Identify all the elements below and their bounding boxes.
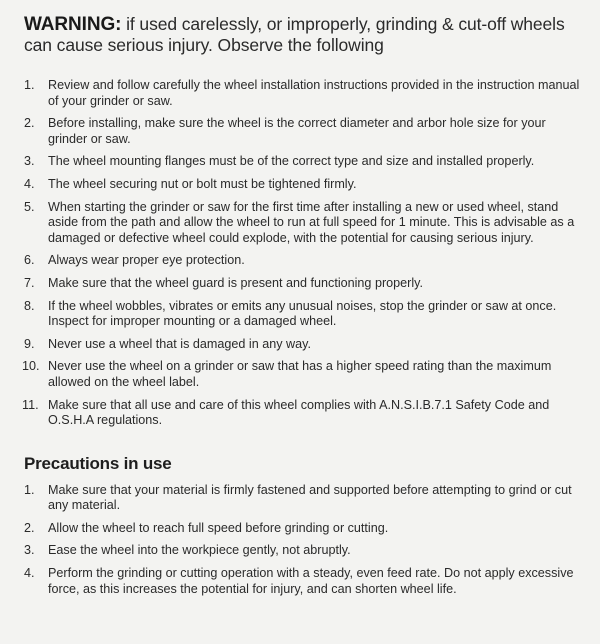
item-number: 2.: [24, 116, 35, 131]
item-text: Make sure that the wheel guard is present and functioning properly.: [48, 275, 424, 290]
list-item: [24, 78, 580, 109]
list-item: [24, 177, 580, 193]
item-number: 7.: [24, 275, 35, 290]
list-item: [24, 337, 580, 353]
item-number: 1.: [24, 78, 35, 92]
item-text: Perform the grinding or cutting operation with a steady, even feed rate. Do not apply excessive force, as this increases the potential for injury, and can shorten wheel life.: [48, 566, 574, 596]
item-text: The wheel securing nut or bolt must be tightened firmly.: [48, 176, 357, 191]
item-number: 9.: [24, 336, 35, 351]
item-number: 2.: [24, 520, 35, 535]
item-number: 5.: [24, 199, 35, 214]
item-number: 3.: [24, 154, 35, 169]
item-number: 4.: [24, 566, 35, 581]
item-number: 1.: [24, 482, 35, 497]
instruction-list: [24, 78, 580, 429]
item-text: When starting the grinder or saw for the first time after installing a new or used wheel, stand aside from the path and allow the wheel to run at full speed for 1 minute. This is advisable as a damaged or defective wheel could explode, with the potential for causing serious injury.: [48, 199, 575, 245]
warning-text: if used carelessly, or improperly, grinding & cut-off wheels can cause serious injury. Observe the following: [24, 14, 565, 55]
list-item: [24, 116, 580, 147]
list-item: [24, 521, 580, 537]
list-item: [24, 276, 580, 292]
precautions-title: Precautions in use: [24, 453, 172, 473]
list-item: [24, 483, 580, 514]
item-number: 6.: [24, 253, 35, 268]
precautions-list: [24, 483, 580, 598]
item-number: 11.: [22, 397, 39, 412]
item-text: Never use a wheel that is damaged in any way.: [48, 336, 311, 351]
list-item: [24, 359, 580, 390]
item-text: If the wheel wobbles, vibrates or emits any unusual noises, stop the grinder or saw at once. Inspect for improper mounting or a damaged wheel.: [48, 298, 557, 329]
list-item: [24, 566, 580, 597]
item-text: Before installing, make sure the wheel is the correct diameter and arbor hole size for your grinder or saw.: [48, 116, 546, 146]
item-number: 10.: [22, 359, 40, 374]
item-text: Make sure that your material is firmly fastened and supported before attempting to grind or cut any material.: [48, 482, 572, 513]
list-item: [24, 200, 580, 247]
item-number: 4.: [24, 176, 35, 191]
document: [24, 14, 580, 604]
list-item: [24, 398, 580, 429]
list-item: [24, 299, 580, 330]
warning-heading: [24, 14, 580, 56]
item-text: Ease the wheel into the workpiece gently, not abruptly.: [48, 543, 351, 558]
item-number: 3.: [24, 543, 35, 558]
warning-label: WARNING:: [24, 14, 122, 35]
item-text: Always wear proper eye protection.: [48, 253, 245, 268]
item-text: Never use the wheel on a grinder or saw that has a higher speed rating than the maximum allowed on the wheel label.: [48, 359, 552, 389]
item-text: Allow the wheel to reach full speed before grinding or cutting.: [48, 520, 389, 535]
list-item: [24, 154, 580, 170]
item-text: Review and follow carefully the wheel installation instructions provided in the instruction manual of your grinder or saw.: [48, 78, 580, 108]
list-item: [24, 253, 580, 269]
list-item: [24, 543, 580, 559]
item-number: 8.: [24, 298, 35, 313]
item-text: Make sure that all use and care of this wheel complies with A.N.S.I.B.7.1 Safety Code and O.S.H.A regulations.: [48, 397, 550, 428]
item-text: The wheel mounting flanges must be of the correct type and size and installed properly.: [48, 154, 535, 169]
